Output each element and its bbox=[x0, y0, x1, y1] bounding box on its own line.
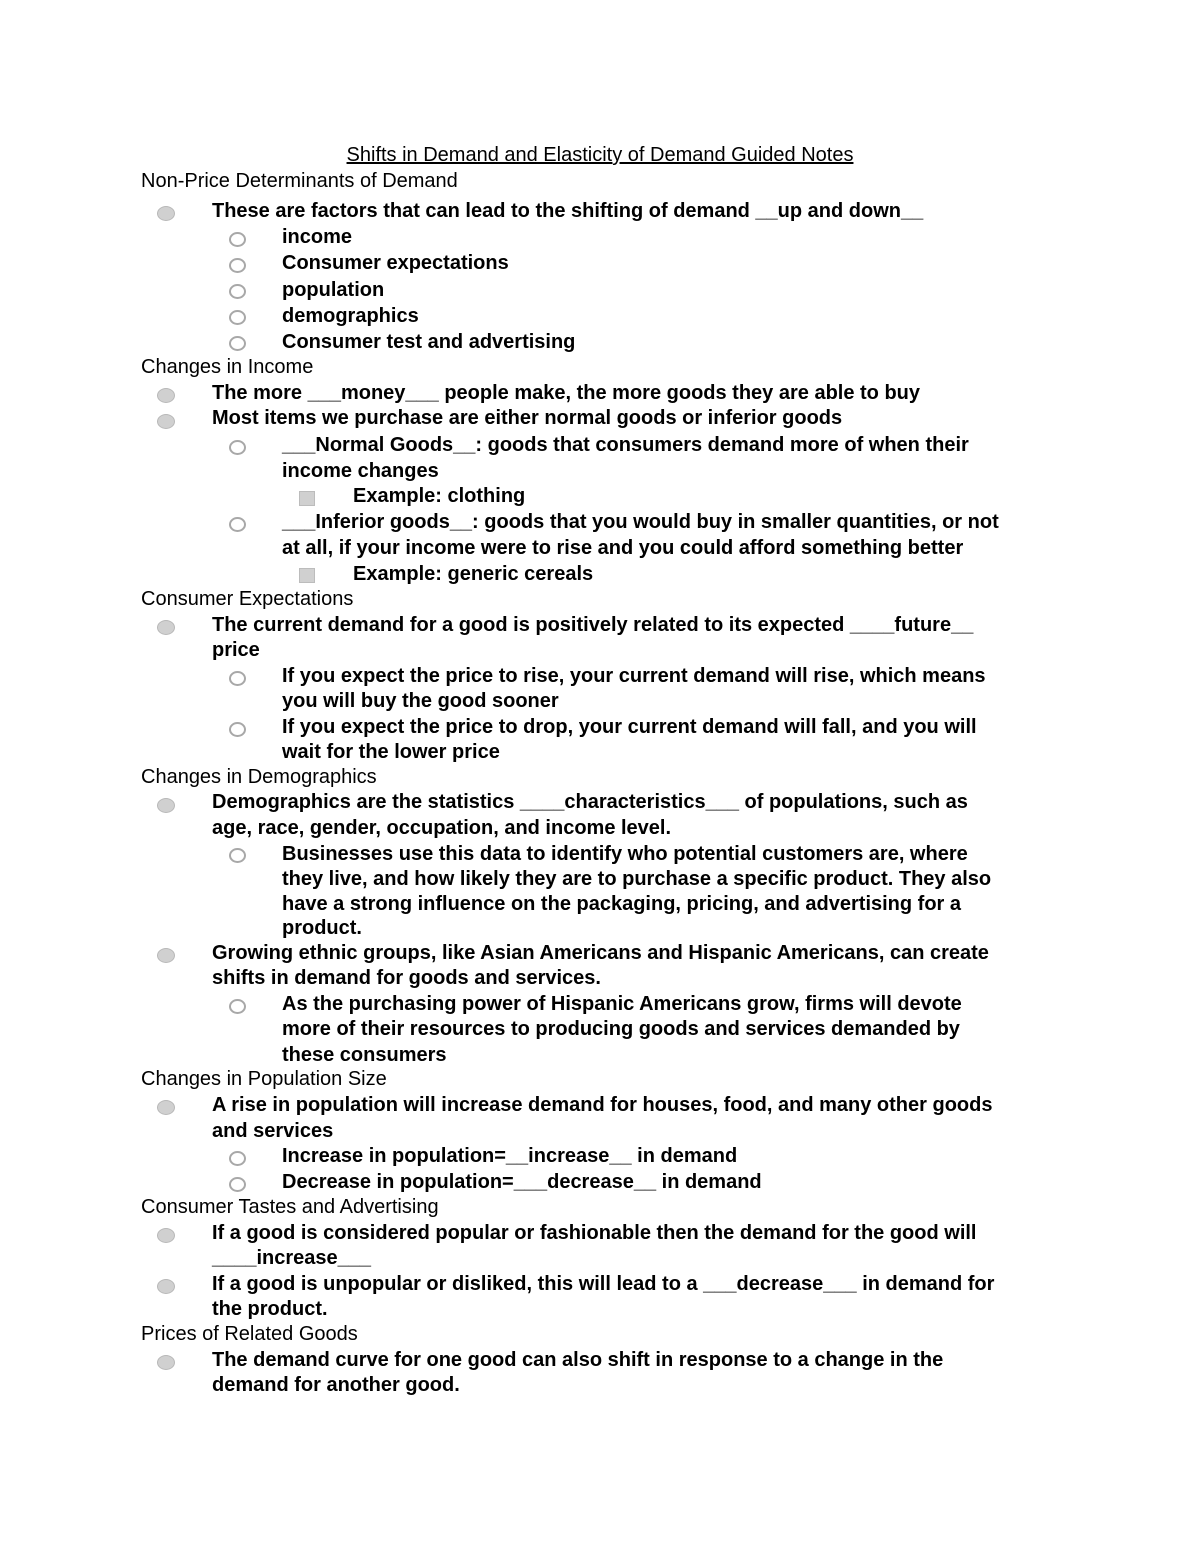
page-title: Shifts in Demand and Elasticity of Demand Guided Notes bbox=[346, 144, 854, 166]
filled-circle-bullet-icon bbox=[157, 414, 175, 429]
hollow-circle-bullet-icon bbox=[229, 1177, 246, 1192]
bullet-text: Most items we purchase are either normal goods or inferior goods bbox=[212, 407, 843, 429]
bullet-text-continued: price bbox=[212, 639, 260, 661]
square-bullet-icon bbox=[299, 568, 315, 583]
sub-bullet-text: Consumer test and advertising bbox=[282, 331, 576, 353]
bullet-text-continued: and services bbox=[212, 1120, 334, 1142]
sub-bullet-text: ___Inferior goods__: goods that you would buy in smaller quantities, or not bbox=[282, 511, 999, 533]
section-heading-changes-in-population-size: Changes in Population Size bbox=[141, 1068, 387, 1090]
bullet-text-continued: demand for another good. bbox=[212, 1374, 460, 1396]
bullet-text: The current demand for a good is positively related to its expected ____future__ bbox=[212, 614, 974, 636]
sub-bullet-text: income bbox=[282, 226, 353, 248]
sub-bullet-text: If you expect the price to rise, your current demand will rise, which means bbox=[282, 665, 986, 687]
sub-bullet-text: ___Normal Goods__: goods that consumers demand more of when their bbox=[282, 434, 969, 456]
sub-bullet-text-continued: at all, if your income were to rise and you could afford something better bbox=[282, 537, 964, 559]
sub-bullet-text-continued: product. bbox=[282, 917, 362, 939]
bullet-text: These are factors that can lead to the shifting of demand __up and down__ bbox=[212, 200, 924, 222]
sub-bullet-text: Businesses use this data to identify who potential customers are, where bbox=[282, 843, 968, 865]
hollow-circle-bullet-icon bbox=[229, 440, 246, 455]
hollow-circle-bullet-icon bbox=[229, 284, 246, 299]
section-heading-consumer-expectations: Consumer Expectations bbox=[141, 588, 354, 610]
bullet-text: The more ___money___ people make, the more goods they are able to buy bbox=[212, 382, 921, 404]
sub-bullet-text: Decrease in population=___decrease__ in demand bbox=[282, 1171, 762, 1193]
section-heading-changes-in-demographics: Changes in Demographics bbox=[141, 766, 377, 788]
sub-bullet-text-continued: these consumers bbox=[282, 1044, 447, 1066]
sub-bullet-text: As the purchasing power of Hispanic Americans grow, firms will devote bbox=[282, 993, 962, 1015]
hollow-circle-bullet-icon bbox=[229, 517, 246, 532]
sub-bullet-text-continued: wait for the lower price bbox=[282, 741, 500, 763]
hollow-circle-bullet-icon bbox=[229, 310, 246, 325]
hollow-circle-bullet-icon bbox=[229, 258, 246, 273]
filled-circle-bullet-icon bbox=[157, 620, 175, 635]
bullet-text: Demographics are the statistics ____characteristics___ of populations, such as bbox=[212, 791, 968, 813]
bullet-text-continued: shifts in demand for goods and services. bbox=[212, 967, 601, 989]
hollow-circle-bullet-icon bbox=[229, 232, 246, 247]
filled-circle-bullet-icon bbox=[157, 1279, 175, 1294]
sub-bullet-text: Consumer expectations bbox=[282, 252, 509, 274]
square-bullet-icon bbox=[299, 491, 315, 506]
sub-sub-bullet-text: Example: generic cereals bbox=[353, 563, 594, 585]
bullet-text-continued: age, race, gender, occupation, and income level. bbox=[212, 817, 672, 839]
filled-circle-bullet-icon bbox=[157, 1228, 175, 1243]
sub-sub-bullet-text: Example: clothing bbox=[353, 485, 526, 507]
filled-circle-bullet-icon bbox=[157, 388, 175, 403]
sub-bullet-text-continued: you will buy the good sooner bbox=[282, 690, 559, 712]
bullet-text-continued: ____increase___ bbox=[212, 1247, 372, 1269]
sub-bullet-text: demographics bbox=[282, 305, 419, 327]
filled-circle-bullet-icon bbox=[157, 798, 175, 813]
sub-bullet-text-continued: more of their resources to producing goods and services demanded by bbox=[282, 1018, 960, 1040]
filled-circle-bullet-icon bbox=[157, 1355, 175, 1370]
bullet-text: Growing ethnic groups, like Asian Americans and Hispanic Americans, can create bbox=[212, 942, 989, 964]
filled-circle-bullet-icon bbox=[157, 1100, 175, 1115]
section-heading-consumer-tastes-and-advertising: Consumer Tastes and Advertising bbox=[141, 1196, 439, 1218]
hollow-circle-bullet-icon bbox=[229, 848, 246, 863]
sub-bullet-text: population bbox=[282, 279, 385, 301]
sub-bullet-text-continued: have a strong influence on the packaging, pricing, and advertising for a bbox=[282, 893, 962, 915]
sub-bullet-text-continued: they live, and how likely they are to purchase a specific product. They also bbox=[282, 868, 992, 890]
sub-bullet-text: Increase in population=__increase__ in demand bbox=[282, 1145, 738, 1167]
filled-circle-bullet-icon bbox=[157, 206, 175, 221]
filled-circle-bullet-icon bbox=[157, 948, 175, 963]
section-heading-non-price-determinants: Non-Price Determinants of Demand bbox=[141, 170, 458, 192]
bullet-text-continued: the product. bbox=[212, 1298, 328, 1320]
bullet-text: The demand curve for one good can also shift in response to a change in the bbox=[212, 1349, 944, 1371]
hollow-circle-bullet-icon bbox=[229, 1151, 246, 1166]
section-heading-prices-of-related-goods: Prices of Related Goods bbox=[141, 1323, 358, 1345]
bullet-text: A rise in population will increase demand for houses, food, and many other goods bbox=[212, 1094, 993, 1116]
hollow-circle-bullet-icon bbox=[229, 336, 246, 351]
hollow-circle-bullet-icon bbox=[229, 722, 246, 737]
bullet-text: If a good is considered popular or fashionable then the demand for the good will bbox=[212, 1222, 977, 1244]
sub-bullet-text: If you expect the price to drop, your current demand will fall, and you will bbox=[282, 716, 977, 738]
bullet-text: If a good is unpopular or disliked, this will lead to a ___decrease___ in demand for bbox=[212, 1273, 995, 1295]
sub-bullet-text-continued: income changes bbox=[282, 460, 439, 482]
hollow-circle-bullet-icon bbox=[229, 671, 246, 686]
hollow-circle-bullet-icon bbox=[229, 999, 246, 1014]
section-heading-changes-in-income: Changes in Income bbox=[141, 356, 314, 378]
